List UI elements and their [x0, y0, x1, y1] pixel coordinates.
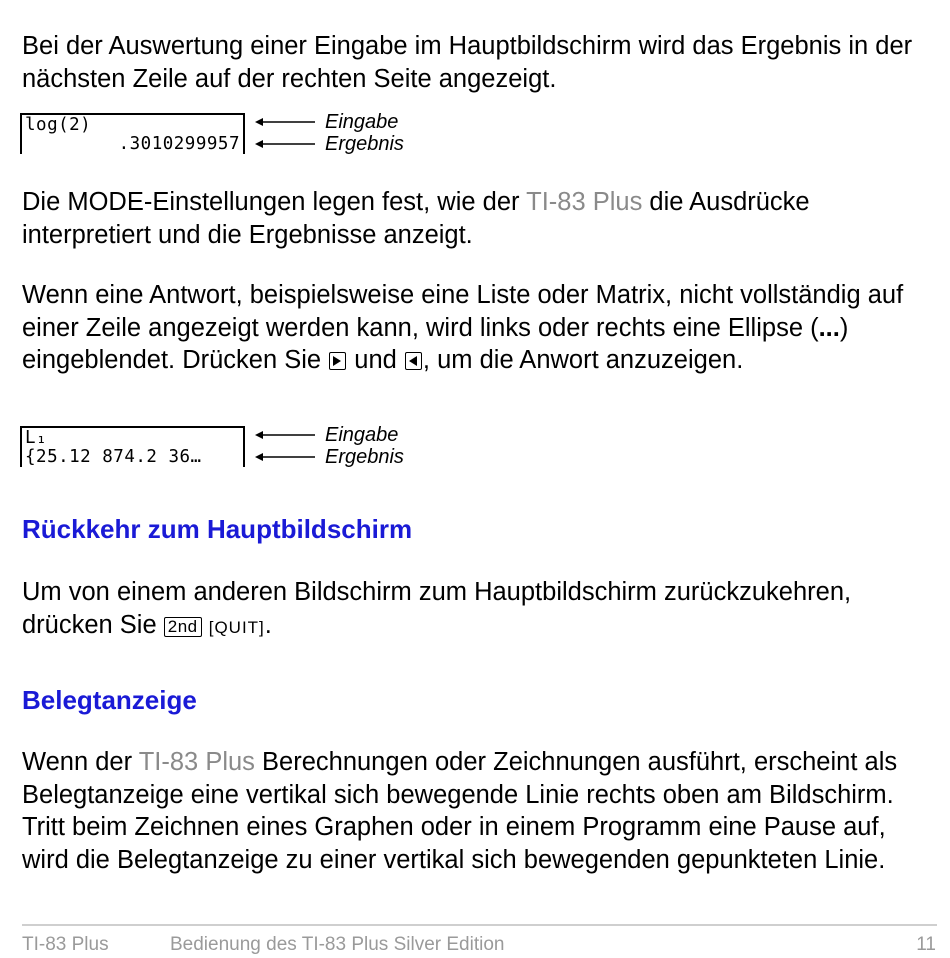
- screen-input-line: L₁: [25, 428, 48, 448]
- annotation-input: Eingabe: [255, 112, 455, 134]
- key-quit: [QUIT]: [208, 617, 265, 637]
- product-name: TI-83 Plus: [526, 188, 643, 216]
- calculator-screen-example-1: [20, 113, 245, 154]
- left-arrow-icon: [255, 452, 317, 462]
- screen-1-annotations: [255, 112, 455, 156]
- return-paragraph: Um von einem anderen Bildschirm zum Hauptbildschirm zurückzukehren, drücken Sie 2nd [QUIT].: [22, 578, 852, 639]
- footer-chapter-title: Bedienung des TI-83 Plus Silver Edition: [170, 934, 505, 955]
- annotation-input: Eingabe: [255, 425, 455, 447]
- page-number: 11: [916, 934, 936, 955]
- left-arrow-key-icon: [405, 352, 422, 370]
- mode-paragraph: Die MODE-Einstellungen legen fest, wie der TI-83 Plus die Ausdrücke interpretiert und die Ergebnisse anzeigt.: [22, 188, 810, 249]
- annotation-result: Ergebnis: [255, 134, 455, 156]
- calculator-screen-example-2: [20, 426, 245, 467]
- left-arrow-icon: [255, 430, 317, 440]
- screen-2-annotations: [255, 425, 455, 469]
- intro-paragraph: Bei der Auswertung einer Eingabe im Hauptbildschirm wird das Ergebnis in der nächsten Zeile auf der rechten Seite angezeigt.: [22, 32, 913, 93]
- left-arrow-icon: [255, 117, 317, 127]
- right-arrow-key-icon: [329, 352, 346, 370]
- screen-input-line: log(2): [25, 115, 92, 135]
- annotation-result: Ergebnis: [255, 447, 455, 469]
- screen-result-line: .3010299957: [118, 134, 240, 154]
- section-heading-busy: Belegtanzeige: [22, 685, 197, 715]
- screen-result-line: {25.12 874.2 36…: [25, 447, 202, 467]
- left-arrow-icon: [255, 139, 317, 149]
- section-heading-return: Rückkehr zum Hauptbildschirm: [22, 514, 413, 544]
- footer-divider: [22, 924, 937, 926]
- key-2nd: 2nd: [164, 617, 202, 637]
- busy-paragraph: Wenn der TI-83 Plus Berechnungen oder Zeichnungen ausführt, erscheint als Belegtanzeige eine vertikal sich bewegende Linie rechts oben am Bildschirm. Tritt beim Zeichnen eines Graphen oder in einem Programm eine Pause auf, wird die Belegtanzeige zu einer vertikal sich bewegenden gepunkteten Linie.: [22, 748, 898, 874]
- footer-product: TI-83 Plus: [22, 934, 109, 955]
- product-name: TI-83 Plus: [138, 748, 255, 776]
- ellipse-paragraph: Wenn eine Antwort, beispielsweise eine Liste oder Matrix, nicht vollständig auf einer Zeile angezeigt werden kann, wird links oder rechts eine Ellipse (...) eingeblendet. Drücken Sie und , um die Anwort anzuzeigen.: [22, 281, 904, 374]
